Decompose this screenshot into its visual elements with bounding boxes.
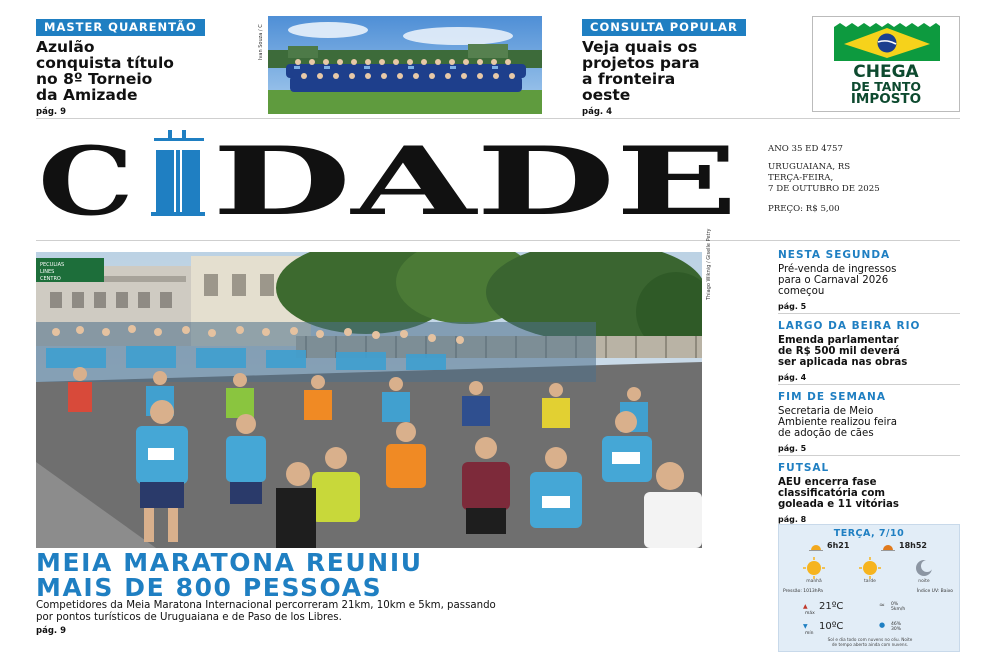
temp-min: 10ºC: [819, 621, 844, 632]
side-tag: LARGO DA BEIRA RIO: [778, 320, 921, 332]
side-headline: Emenda parlamentar de R$ 500 mil deverá ser aplicada nas obras: [778, 335, 908, 368]
teaser-headline: Veja quais os projetos para a fronteira oeste: [582, 38, 700, 104]
temp-max: 21ºC: [819, 601, 844, 612]
edition-price: PREÇO: R$ 5,00: [768, 204, 840, 214]
side-tag: NESTA SEGUNDA: [778, 249, 891, 261]
thermometer-icon: ▼: [803, 623, 808, 630]
page-ref: pág. 4: [778, 373, 807, 382]
page-ref: pág. 4: [582, 107, 613, 117]
pressure-uv-row: [783, 589, 957, 594]
team-photo[interactable]: [268, 16, 542, 114]
campaign-line-3: IMPOSTO: [850, 91, 922, 107]
sunrise-time: 6h21: [827, 541, 850, 550]
edition-city: URUGUAIANA, RS: [768, 162, 851, 172]
bridge-pillar-icon: [151, 130, 205, 216]
side-item-nesta-segunda[interactable]: [778, 249, 960, 311]
temp-max-label: máx: [805, 611, 815, 616]
sunset-icon: [881, 541, 895, 551]
side-tag: FIM DE SEMANA: [778, 391, 886, 403]
top-divider: [36, 118, 960, 119]
brazil-flag-icon: [834, 23, 940, 61]
photo-credit: Thiago Wiknig / Giselle Petry: [706, 228, 712, 300]
side-item-largo-da-beira-rio[interactable]: [778, 320, 960, 382]
page-ref: pág. 9: [36, 107, 67, 117]
side-item-fim-de-semana[interactable]: [778, 391, 960, 453]
side-headline: Pré-venda de ingressos para o Carnaval 2026 começou: [778, 264, 897, 297]
svg-text:DADE: DADE: [212, 128, 738, 224]
sun-icon: [859, 557, 881, 579]
period-label: tarde: [864, 579, 876, 584]
side-divider: [778, 384, 960, 385]
road-sign-text: PECULIAS: [40, 262, 65, 268]
period-label: manhã: [806, 579, 822, 584]
period-label: noite: [918, 579, 930, 584]
photo-credit: Ivan Souza / C: [258, 24, 264, 60]
cidade-wordmark: [36, 128, 741, 224]
uv-index: Índice UV: Baixo: [916, 589, 953, 594]
wind-icon: ≈: [879, 601, 885, 609]
campaign-line-1: CHEGA: [853, 62, 919, 82]
road-sign-text: LINES: [40, 269, 55, 275]
sunrise-icon: [809, 541, 823, 551]
weather-summary: Sol e dia todo com nuvens no céu. Noite de tempo aberto ainda com nuvens.: [827, 637, 913, 647]
campaign-ad-chega-de-tanto-imposto[interactable]: [812, 16, 960, 112]
edition-date: 7 DE OUTUBRO DE 2025: [768, 184, 880, 194]
section-tag: CONSULTA POPULAR: [582, 19, 746, 36]
teaser-headline: Azulão conquista título no 8º Torneio da Amizade: [36, 38, 174, 104]
page-ref: pág. 5: [778, 302, 807, 311]
thermometer-icon: ▲: [803, 603, 808, 610]
sunset-time: 18h52: [899, 541, 927, 550]
side-divider: [778, 455, 960, 456]
campaign-line-2: DE TANTO: [850, 79, 922, 94]
road-sign-text: CENTRO: [40, 276, 61, 282]
page-ref: pág. 5: [778, 444, 807, 453]
edition-number: ANO 35 ED 4757: [768, 144, 843, 154]
side-headline: AEU encerra fase classificatória com goleada e 11 vitórias: [778, 477, 899, 510]
side-tag: FUTSAL: [778, 462, 830, 474]
side-headline: Secretaria de Meio Ambiente realizou feira de adoção de cães: [778, 406, 897, 439]
side-divider: [778, 313, 960, 314]
masthead-logo[interactable]: [36, 128, 741, 224]
sun-icon: [803, 557, 825, 579]
side-item-futsal[interactable]: [778, 462, 960, 524]
edition-info: [768, 144, 958, 215]
page-ref: pág. 8: [778, 515, 807, 524]
teaser-consulta-popular[interactable]: [582, 16, 802, 117]
main-headline[interactable]: MEIA MARATONA REUNIU MAIS DE 800 PESSOAS: [36, 548, 423, 602]
temp-min-label: mín: [805, 631, 814, 636]
section-tag: MASTER QUARENTÃO: [36, 19, 205, 36]
humidity-icon: ●: [879, 621, 886, 629]
team-photo-image: [268, 16, 542, 114]
weather-title: TERÇA, 7/10: [833, 528, 905, 539]
moon-cloud-icon: [913, 557, 935, 579]
page-ref: pág. 9: [36, 626, 67, 636]
main-summary: Competidores da Meia Maratona Internacional percorreram 21km, 10km e 5km, passando por pontos turísticos de Uruguaiana e de Paso de los Libres.: [36, 600, 496, 623]
teaser-master-quarentao[interactable]: [36, 16, 262, 117]
pressure: Pressão: 1013hPa: [783, 589, 823, 594]
weather-box: [778, 524, 960, 652]
edition-weekday: TERÇA-FEIRA,: [768, 173, 834, 183]
humidity-value: 46% 30%: [891, 622, 902, 632]
wind-value: 0% 5km/h: [891, 602, 906, 612]
marathon-photo[interactable]: [36, 252, 702, 548]
svg-text:C: C: [38, 128, 134, 224]
marathon-photo-image: [36, 252, 702, 548]
masthead-divider: [36, 240, 960, 241]
